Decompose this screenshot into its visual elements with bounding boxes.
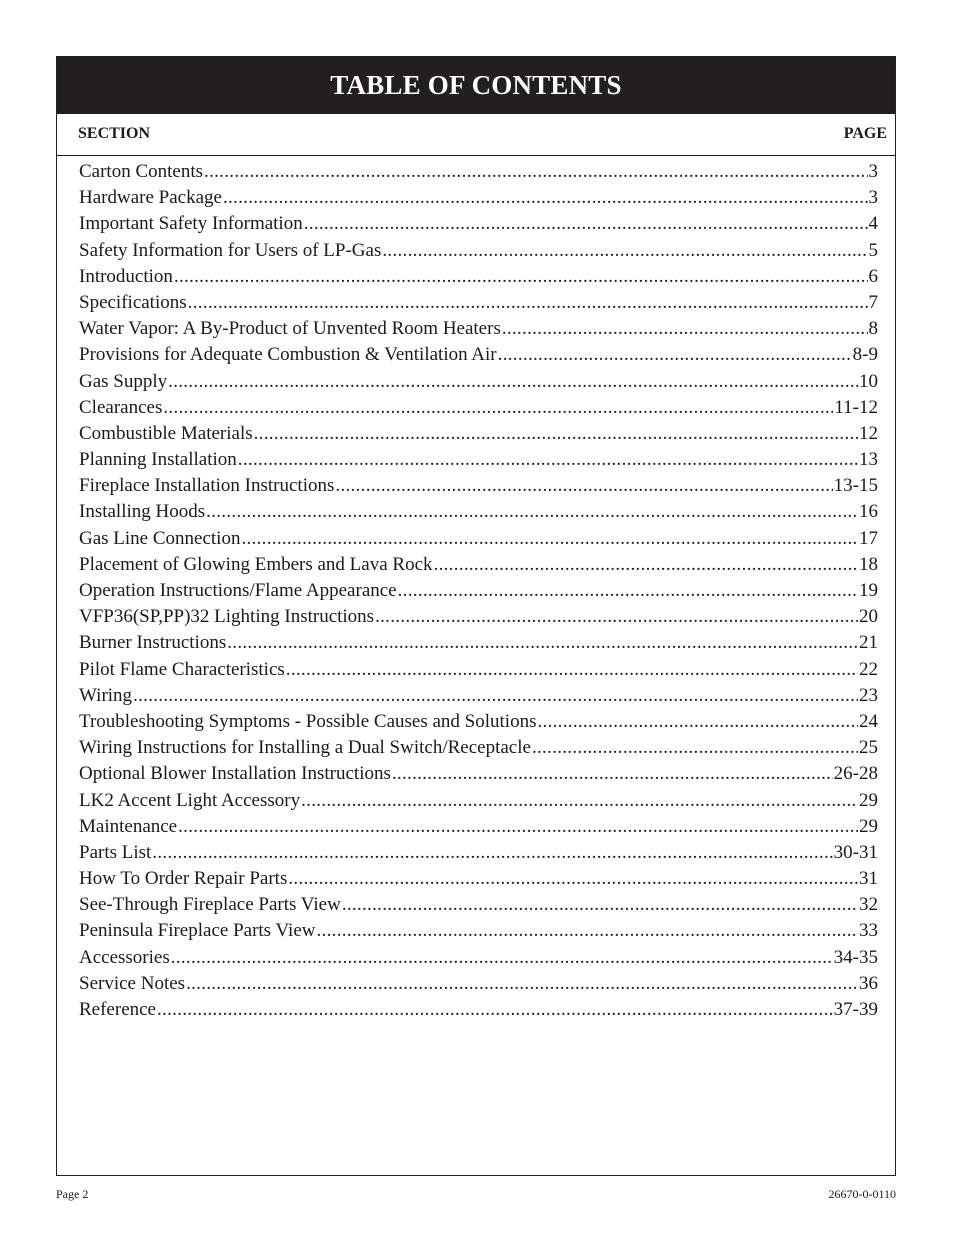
toc-entry-page: 21: [859, 632, 878, 654]
toc-entry[interactable]: [79, 866, 878, 892]
toc-dot-leader: [254, 421, 858, 447]
toc-entry-page: 32: [859, 894, 878, 916]
toc-dot-leader: [304, 211, 868, 237]
toc-dot-leader: [342, 892, 858, 918]
toc-entry[interactable]: [79, 814, 878, 840]
toc-entry-page: 22: [859, 658, 878, 680]
toc-dot-leader: [502, 316, 868, 342]
toc-entry[interactable]: [79, 630, 878, 656]
toc-entry-title: Provisions for Adequate Combustion & Ventilation Air: [79, 344, 497, 366]
toc-entry-page: 16: [859, 501, 878, 523]
toc-entry-title: Safety Information for Users of LP-Gas: [79, 239, 382, 261]
toc-dot-leader: [398, 578, 858, 604]
toc-entry-page: 19: [859, 580, 878, 601]
toc-dot-leader: [382, 238, 867, 264]
toc-entry[interactable]: [79, 840, 878, 866]
toc-entry-title: Clearances: [79, 396, 163, 418]
toc-dot-leader: [241, 526, 858, 552]
toc-dot-leader: [171, 945, 833, 971]
toc-title: TABLE OF CONTENTS: [57, 57, 895, 114]
toc-entry-title: Wiring: [79, 684, 133, 706]
toc-entry-title: Accessories: [79, 946, 170, 968]
toc-entry-page: 4: [868, 213, 878, 235]
toc-dot-leader: [288, 866, 858, 892]
toc-entry-title: Introduction: [79, 265, 173, 287]
toc-entry-title: Planning Installation: [79, 449, 237, 471]
toc-entry-title: Pilot Flame Characteristics: [79, 658, 285, 680]
toc-entry-page: 17: [859, 527, 878, 549]
toc-dot-leader: [163, 395, 833, 421]
toc-entry[interactable]: [79, 316, 878, 342]
toc-entry-title: Specifications: [79, 291, 187, 313]
toc-entry[interactable]: [79, 683, 878, 709]
toc-entry[interactable]: [79, 238, 878, 264]
toc-list: [79, 159, 878, 1023]
toc-entry-page: 11-12: [834, 396, 878, 418]
toc-dot-leader: [301, 788, 858, 814]
toc-dot-leader: [238, 447, 858, 473]
toc-entry-page: 13: [859, 449, 878, 471]
toc-entry[interactable]: [79, 997, 878, 1023]
toc-dot-leader: [174, 264, 868, 290]
toc-entry-title: Service Notes: [79, 972, 186, 994]
toc-entry-page: 8-9: [852, 344, 878, 366]
toc-dot-leader: [223, 185, 868, 211]
toc-entry[interactable]: [79, 369, 878, 395]
toc-entry-page: 37-39: [833, 999, 878, 1020]
toc-entry-page: 34-35: [833, 946, 878, 968]
toc-dot-leader: [157, 997, 833, 1023]
toc-entry[interactable]: [79, 657, 878, 683]
toc-entry-page: 7: [868, 291, 878, 313]
toc-entry-page: 3: [868, 187, 878, 209]
toc-entry-page: 10: [859, 370, 878, 392]
toc-entry-page: 30-31: [833, 841, 878, 863]
toc-dot-leader: [133, 683, 858, 709]
toc-entry-title: How To Order Repair Parts: [79, 868, 288, 890]
toc-entry-title: Peninsula Fireplace Parts View: [79, 920, 316, 942]
toc-dot-leader: [204, 159, 867, 185]
toc-entry-title: Wiring Instructions for Installing a Dual Switch/Receptacle: [79, 737, 531, 759]
toc-entry-title: Hardware Package: [79, 187, 222, 209]
toc-dot-leader: [317, 918, 859, 944]
toc-entry[interactable]: [79, 290, 878, 316]
toc-dot-leader: [286, 657, 858, 683]
toc-entry-page: 25: [859, 737, 878, 759]
toc-entry-title: Burner Instructions: [79, 632, 227, 654]
footer-page-number: Page 2: [56, 1187, 89, 1201]
toc-dot-leader: [335, 473, 832, 499]
toc-entry-title: VFP36(SP,PP)32 Lighting Instructions: [79, 606, 375, 628]
toc-entry[interactable]: [79, 788, 878, 814]
toc-header-row: [57, 114, 895, 156]
toc-dot-leader: [152, 840, 832, 866]
toc-entry[interactable]: [79, 395, 878, 421]
toc-entry[interactable]: [79, 499, 878, 525]
toc-dot-leader: [186, 971, 858, 997]
toc-entry[interactable]: [79, 761, 878, 787]
toc-entry-title: Operation Instructions/Flame Appearance: [79, 580, 397, 601]
toc-entry[interactable]: [79, 971, 878, 997]
toc-entry-page: 13-15: [833, 475, 878, 497]
toc-entry[interactable]: [79, 945, 878, 971]
toc-entry-title: Installing Hoods: [79, 501, 206, 523]
toc-entry-page: 8: [868, 318, 878, 340]
toc-entry[interactable]: [79, 604, 878, 630]
toc-dot-leader: [227, 630, 858, 656]
toc-entry-page: 31: [859, 868, 878, 890]
toc-entry[interactable]: [79, 264, 878, 290]
toc-dot-leader: [532, 735, 858, 761]
toc-entry[interactable]: [79, 892, 878, 918]
section-column-label: SECTION: [78, 125, 151, 142]
toc-entry-title: Placement of Glowing Embers and Lava Rock: [79, 553, 433, 575]
toc-entry[interactable]: [79, 552, 878, 578]
toc-entry-page: 23: [859, 684, 878, 706]
toc-entry-title: LK2 Accent Light Accessory: [79, 789, 301, 811]
toc-entry-title: Gas Supply: [79, 370, 168, 392]
toc-entry[interactable]: [79, 709, 878, 735]
toc-entry-title: Parts List: [79, 841, 152, 863]
toc-entry-title: Troubleshooting Symptoms - Possible Causes and Solutions: [79, 710, 537, 732]
toc-entry-title: Gas Line Connection: [79, 527, 241, 549]
toc-entry-page: 33: [859, 920, 878, 942]
toc-entry[interactable]: [79, 526, 878, 552]
toc-entry-page: 24: [859, 710, 878, 732]
toc-entry-title: Maintenance: [79, 815, 178, 837]
toc-entry-title: Combustible Materials: [79, 422, 253, 444]
toc-entry-title: Optional Blower Installation Instructions: [79, 763, 391, 785]
toc-dot-leader: [178, 814, 858, 840]
toc-frame: [56, 56, 896, 1176]
toc-entry-title: Water Vapor: A By-Product of Unvented Room Heaters: [79, 318, 501, 340]
footer-doc-number: 26670-0-0110: [828, 1187, 896, 1201]
toc-entry-page: 36: [859, 972, 878, 994]
toc-dot-leader: [188, 290, 868, 316]
toc-entry-title: Important Safety Information: [79, 213, 303, 235]
toc-dot-leader: [206, 499, 858, 525]
toc-entry[interactable]: [79, 342, 878, 368]
toc-entry[interactable]: [79, 185, 878, 211]
toc-entry-page: 18: [859, 553, 878, 575]
toc-dot-leader: [434, 552, 858, 578]
toc-entry[interactable]: [79, 473, 878, 499]
toc-entry-title: See-Through Fireplace Parts View: [79, 894, 341, 916]
toc-entry-page: 6: [868, 265, 878, 287]
page-column-label: PAGE: [843, 125, 887, 142]
toc-entry[interactable]: [79, 578, 878, 604]
toc-entry[interactable]: [79, 421, 878, 447]
toc-dot-leader: [168, 369, 858, 395]
toc-entry-title: Reference: [79, 999, 156, 1020]
toc-entry-title: Fireplace Installation Instructions: [79, 475, 335, 497]
toc-entry-page: 12: [859, 422, 878, 444]
toc-entry[interactable]: [79, 159, 878, 185]
toc-entry-page: 26-28: [833, 763, 878, 785]
toc-entry-title: Carton Contents: [79, 161, 204, 182]
toc-dot-leader: [537, 709, 858, 735]
toc-dot-leader: [375, 604, 858, 630]
toc-entry-page: 5: [868, 239, 878, 261]
toc-entry[interactable]: [79, 211, 878, 237]
toc-entry[interactable]: [79, 447, 878, 473]
toc-entry-page: 29: [859, 815, 878, 837]
toc-entry[interactable]: [79, 918, 878, 944]
toc-dot-leader: [498, 342, 852, 368]
toc-entry-page: 3: [868, 161, 878, 182]
toc-entry-page: 29: [859, 789, 878, 811]
toc-dot-leader: [392, 761, 833, 787]
toc-entry[interactable]: [79, 735, 878, 761]
toc-entry-page: 20: [859, 606, 878, 628]
